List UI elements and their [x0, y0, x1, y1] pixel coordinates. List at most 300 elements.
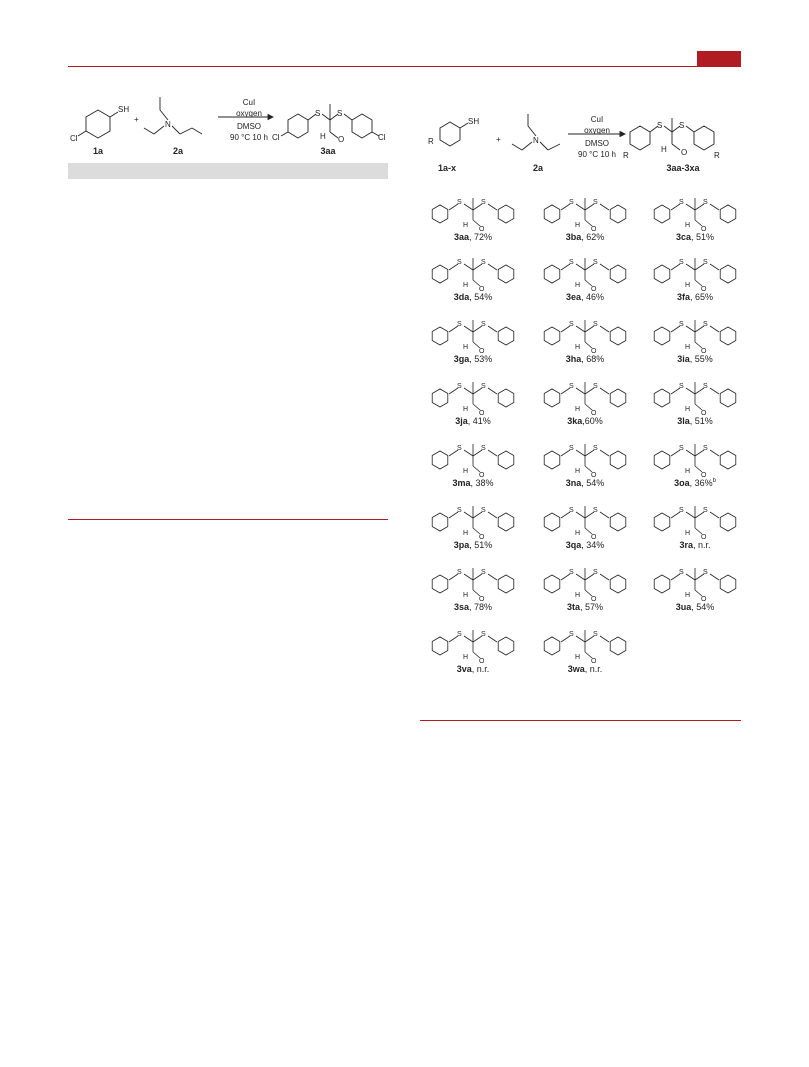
benzene-ring: [432, 513, 448, 531]
atom-s: S: [593, 445, 598, 452]
plus-sign: +: [134, 115, 139, 124]
header-rule: [68, 66, 741, 67]
yield-value: , 65%: [690, 292, 714, 302]
bond: [600, 264, 609, 270]
benzene-ring: [720, 389, 736, 407]
product-label: [418, 292, 528, 302]
product-3wa: [530, 622, 640, 678]
atom-h: H: [575, 530, 581, 537]
product-label: [530, 664, 640, 674]
compound-id: 3da: [453, 292, 470, 302]
label-3aa-3xa: 3aa-3xa: [666, 163, 700, 173]
product-3sa: [418, 560, 528, 616]
benzene-ring: [432, 327, 448, 345]
atom-s: S: [569, 445, 574, 452]
product-3ka: [530, 374, 640, 430]
atom-o: O: [701, 534, 707, 540]
bond: [686, 450, 695, 456]
atom-o: O: [479, 596, 485, 602]
yield-value: ,60%: [582, 416, 603, 426]
atom-o: O: [479, 534, 485, 540]
benzene-ring: [544, 205, 560, 223]
compound-id: 3na: [565, 478, 582, 488]
atom-h: H: [575, 592, 581, 599]
product-3ba: [530, 190, 640, 246]
bond: [600, 574, 609, 580]
atom-s: S: [593, 259, 598, 266]
bond: [464, 574, 473, 580]
product-3ta: [530, 560, 640, 616]
yield-value: , 41%: [467, 416, 491, 426]
reagent-cui: CuI: [242, 98, 256, 107]
compound-id: 3aa: [453, 232, 469, 242]
product-3ea: [530, 250, 640, 306]
bond: [710, 388, 719, 394]
benzene-ring: [432, 205, 448, 223]
atom-s: S: [593, 569, 598, 576]
bond: [600, 450, 609, 456]
benzene-ring: [654, 205, 670, 223]
product-3da: [418, 250, 528, 306]
atom-h: H: [463, 468, 469, 475]
atom-o: O: [479, 658, 485, 664]
compound-id: 3ha: [565, 354, 582, 364]
bond: [576, 450, 585, 456]
atom-s: S: [679, 507, 684, 514]
bond: [488, 264, 497, 270]
yield-value: , 68%: [581, 354, 605, 364]
left-conditions: [218, 121, 280, 143]
table-header-bar: [68, 163, 388, 179]
bond: [686, 264, 695, 270]
condition-solvent: DMSO: [585, 139, 609, 148]
product-label: [530, 602, 640, 612]
bond: [686, 326, 695, 332]
atom-s: S: [593, 631, 598, 638]
product-3ha: [530, 312, 640, 368]
product-label: [530, 416, 640, 426]
atom-s: S: [679, 321, 684, 328]
atom-o: O: [591, 348, 597, 354]
yield-value: , 57%: [580, 602, 604, 612]
benzene-ring: [610, 265, 626, 283]
structure-3va: [418, 622, 528, 664]
product-label: [418, 478, 528, 488]
benzene-ring: [544, 575, 560, 593]
structure-3ca: [640, 190, 750, 232]
product-3la: [640, 374, 750, 430]
benzene-ring: [498, 205, 514, 223]
atom-o: O: [701, 410, 707, 416]
compound-id: 3ia: [677, 354, 690, 364]
benzene-ring: [544, 451, 560, 469]
product-label: [530, 292, 640, 302]
bond: [488, 450, 497, 456]
label-2a: 2a: [532, 163, 543, 173]
product-label: [418, 354, 528, 364]
product-3ra: [640, 498, 750, 554]
benzene-ring: [654, 265, 670, 283]
product-label: [530, 540, 640, 550]
product-label: [418, 602, 528, 612]
atom-o: O: [701, 348, 707, 354]
atom-h: H: [575, 654, 581, 661]
product-3ia: [640, 312, 750, 368]
bond: [464, 450, 473, 456]
atom-s: S: [481, 199, 486, 206]
bond: [464, 264, 473, 270]
structure-3ba: [530, 190, 640, 232]
benzene-ring: [432, 451, 448, 469]
reagent-oxygen: oxygen: [584, 126, 610, 135]
benzene-ring: [720, 575, 736, 593]
product-3na: [530, 436, 640, 492]
condition-temp-time: 90 °C 10 h: [230, 133, 268, 142]
atom-o: O: [591, 596, 597, 602]
bond: [576, 326, 585, 332]
benzene-ring: [610, 513, 626, 531]
yield-value: , 54%: [691, 602, 715, 612]
structure-3aa: [418, 190, 528, 232]
left-table-rule: [68, 519, 388, 520]
bond: [710, 326, 719, 332]
bond: [576, 388, 585, 394]
yield-value: , 51%: [469, 540, 493, 550]
benzene-ring: [432, 575, 448, 593]
atom-h: H: [685, 468, 691, 475]
structure-3na: [530, 436, 640, 478]
product-3pa: [418, 498, 528, 554]
product-label: [640, 416, 750, 426]
bond: [488, 636, 497, 642]
atom-h: H: [463, 654, 469, 661]
yield-value: , 62%: [581, 232, 605, 242]
structure-3oa: [640, 436, 750, 478]
benzene-ring: [544, 265, 560, 283]
bond: [488, 388, 497, 394]
atom-o: O: [479, 410, 485, 416]
bond: [710, 204, 719, 210]
atom-s: S: [703, 383, 708, 390]
product-3va: [418, 622, 528, 678]
yield-value: , n.r.: [693, 540, 711, 550]
atom-s: S: [481, 569, 486, 576]
atom-cl: Cl: [378, 133, 386, 142]
compound-id: 3ja: [455, 416, 468, 426]
label-2a: 2a: [172, 146, 183, 156]
structure-3la: [640, 374, 750, 416]
bond: [576, 264, 585, 270]
bond: [576, 636, 585, 642]
atom-o: O: [591, 410, 597, 416]
product-label: [640, 540, 750, 550]
atom-s: S: [703, 199, 708, 206]
product-label: [640, 354, 750, 364]
benzene-ring: [654, 575, 670, 593]
atom-s: S: [679, 199, 684, 206]
bond: [600, 204, 609, 210]
atom-s: S: [481, 445, 486, 452]
product-label: [640, 478, 750, 488]
atom-sh: SH: [118, 105, 130, 114]
benzene-ring: [544, 389, 560, 407]
yield-value: , 46%: [581, 292, 605, 302]
atom-s: S: [679, 445, 684, 452]
bond: [600, 512, 609, 518]
atom-s: S: [569, 259, 574, 266]
product-label: [418, 232, 528, 242]
atom-s: S: [457, 321, 462, 328]
bond: [488, 512, 497, 518]
product-label: [640, 232, 750, 242]
atom-s: S: [569, 507, 574, 514]
yield-value: , 51%: [691, 232, 715, 242]
benzene-ring: [654, 327, 670, 345]
benzene-ring: [720, 205, 736, 223]
bond: [710, 264, 719, 270]
structure-3pa: [418, 498, 528, 540]
product-3oa: [640, 436, 750, 492]
bond: [686, 204, 695, 210]
compound-id: 3ea: [565, 292, 581, 302]
atom-o: O: [591, 226, 597, 232]
benzene-ring: [720, 451, 736, 469]
atom-h: H: [685, 406, 691, 413]
atom-s: S: [569, 383, 574, 390]
compound-id: 3pa: [453, 540, 470, 550]
atom-s: S: [569, 321, 574, 328]
atom-h: H: [685, 592, 691, 599]
label-1a-x: 1a-x: [437, 163, 456, 173]
atom-o: O: [701, 286, 707, 292]
yield-value: , 78%: [469, 602, 493, 612]
bond: [488, 574, 497, 580]
atom-s: S: [679, 383, 684, 390]
yield-value: , 72%: [469, 232, 493, 242]
benzene-ring: [498, 513, 514, 531]
benzene-ring: [544, 513, 560, 531]
atom-s: S: [457, 631, 462, 638]
benzene-ring: [610, 575, 626, 593]
product-label: [418, 416, 528, 426]
atom-s: S: [703, 569, 708, 576]
atom-s: S: [703, 259, 708, 266]
yield-value: , 38%: [470, 478, 494, 488]
atom-s: S: [337, 109, 343, 118]
bond: [686, 512, 695, 518]
structure-3ua: [640, 560, 750, 602]
bond: [710, 512, 719, 518]
atom-h: H: [463, 282, 469, 289]
compound-id: 3va: [456, 664, 472, 674]
atom-s: S: [481, 259, 486, 266]
compound-id: 3ba: [565, 232, 582, 242]
atom-s: S: [457, 259, 462, 266]
benzene-ring: [498, 389, 514, 407]
benzene-ring: [720, 265, 736, 283]
benzene-ring: [720, 327, 736, 345]
structure-3ka: [530, 374, 640, 416]
product-3ga: [418, 312, 528, 368]
atom-r: R: [714, 151, 720, 160]
yield-value: , 53%: [469, 354, 493, 364]
bond: [710, 574, 719, 580]
structure-3fa: [640, 250, 750, 292]
structure-3ta: [530, 560, 640, 602]
benzene-ring: [498, 575, 514, 593]
atom-o: O: [701, 226, 707, 232]
benzene-ring: [432, 637, 448, 655]
benzene-ring: [654, 389, 670, 407]
condition-solvent: DMSO: [237, 122, 261, 131]
atom-o: O: [681, 148, 688, 157]
atom-o: O: [701, 596, 707, 602]
atom-s: S: [457, 199, 462, 206]
atom-s: S: [703, 507, 708, 514]
benzene-ring: [610, 389, 626, 407]
yield-value: , 34%: [581, 540, 605, 550]
structure-3ha: [530, 312, 640, 354]
atom-s: S: [481, 383, 486, 390]
atom-sh: SH: [468, 117, 480, 126]
atom-s: S: [315, 109, 321, 118]
atom-h: H: [685, 530, 691, 537]
structure-3da: [418, 250, 528, 292]
atom-o: O: [479, 472, 485, 478]
benzene-ring: [654, 451, 670, 469]
atom-o: O: [591, 658, 597, 664]
product-label: [418, 664, 528, 674]
yield-value: , 36%: [689, 478, 713, 488]
compound-id: 3ua: [675, 602, 692, 612]
structure-3ia: [640, 312, 750, 354]
atom-o: O: [479, 348, 485, 354]
yield-value: , 55%: [689, 354, 713, 364]
product-label: [640, 292, 750, 302]
right-reagents: [568, 114, 626, 136]
yield-value: , 54%: [469, 292, 493, 302]
yield-value: , 54%: [581, 478, 605, 488]
bond: [710, 450, 719, 456]
bond: [488, 326, 497, 332]
product-3fa: [640, 250, 750, 306]
benzene-ring: [498, 265, 514, 283]
atom-s: S: [593, 321, 598, 328]
benzene-ring: [720, 513, 736, 531]
atom-h: H: [685, 222, 691, 229]
atom-h: H: [463, 592, 469, 599]
right-conditions: [564, 138, 630, 160]
product-label: [530, 478, 640, 488]
compound-id: 3oa: [674, 478, 690, 488]
compound-id: 3la: [677, 416, 690, 426]
reagent-oxygen: oxygen: [236, 109, 262, 118]
bond: [576, 204, 585, 210]
atom-h: H: [575, 468, 581, 475]
compound-id: 3ta: [566, 602, 580, 612]
structure-3ea: [530, 250, 640, 292]
atom-r: R: [623, 151, 629, 160]
atom-o: O: [591, 472, 597, 478]
benzene-ring: [610, 205, 626, 223]
benzene-ring: [432, 389, 448, 407]
atom-s: S: [703, 445, 708, 452]
compound-id: 3ga: [453, 354, 470, 364]
structure-3ma: [418, 436, 528, 478]
benzene-ring: [498, 327, 514, 345]
atom-s: S: [593, 507, 598, 514]
benzene-ring: [654, 513, 670, 531]
atom-s: S: [457, 383, 462, 390]
compound-id: 3ca: [675, 232, 691, 242]
atom-h: H: [463, 344, 469, 351]
yield-value: , 51%: [689, 416, 713, 426]
plus-sign: +: [496, 135, 501, 144]
atom-s: S: [457, 507, 462, 514]
product-3ca: [640, 190, 750, 246]
bond: [464, 388, 473, 394]
bond: [464, 512, 473, 518]
atom-s: S: [481, 321, 486, 328]
compound-id: 3fa: [676, 292, 690, 302]
structure-3ga: [418, 312, 528, 354]
atom-h: H: [685, 344, 691, 351]
atom-n: N: [165, 120, 171, 129]
benzene-ring: [544, 637, 560, 655]
bond: [600, 388, 609, 394]
benzene-ring: [498, 637, 514, 655]
atom-h: H: [575, 344, 581, 351]
bond: [686, 388, 695, 394]
product-3aa: [418, 190, 528, 246]
product-3ma: [418, 436, 528, 492]
atom-cl: Cl: [70, 134, 78, 143]
compound-id: 3wa: [567, 664, 585, 674]
yield-value: , n.r.: [584, 664, 603, 674]
atom-s: S: [679, 259, 684, 266]
atom-o: O: [591, 286, 597, 292]
product-label: [640, 602, 750, 612]
bond: [464, 636, 473, 642]
atom-h: H: [575, 406, 581, 413]
benzene-ring: [610, 637, 626, 655]
bond: [464, 326, 473, 332]
benzene-ring: [610, 327, 626, 345]
compound-id: 3sa: [453, 602, 469, 612]
label-3aa: 3aa: [320, 146, 336, 156]
product-3ja: [418, 374, 528, 430]
atom-h: H: [661, 145, 667, 154]
atom-o: O: [479, 226, 485, 232]
bond: [686, 574, 695, 580]
atom-cl: Cl: [272, 133, 280, 142]
compound-id: 3qa: [565, 540, 582, 550]
right-table-rule: [420, 720, 741, 721]
header-red-tab: [697, 51, 741, 66]
product-3qa: [530, 498, 640, 554]
structure-3wa: [530, 622, 640, 664]
product-label: [530, 232, 640, 242]
atom-s: S: [569, 199, 574, 206]
bond: [600, 636, 609, 642]
benzene-ring: [610, 451, 626, 469]
atom-s: S: [457, 569, 462, 576]
structure-3ra: [640, 498, 750, 540]
atom-s: S: [703, 321, 708, 328]
atom-o: O: [591, 534, 597, 540]
atom-h: H: [463, 530, 469, 537]
atom-s: S: [593, 199, 598, 206]
